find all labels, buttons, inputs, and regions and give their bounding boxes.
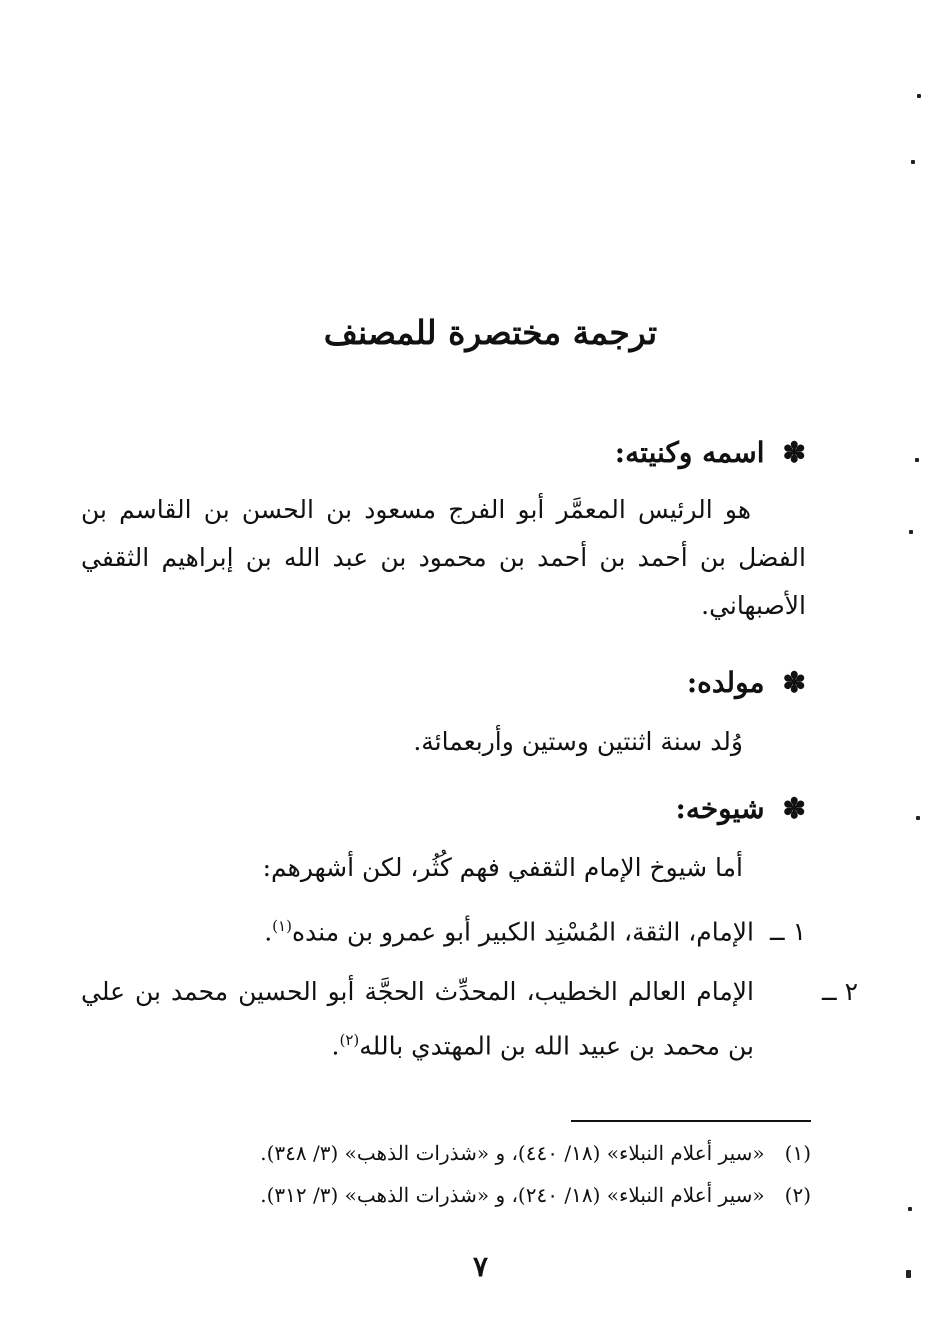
footnote-1 — [260, 1138, 811, 1168]
heading-text: مولده: — [686, 666, 765, 699]
teacher-item-1 — [81, 902, 806, 956]
footnote-text: «سير أعلام النبلاء» (١٨/ ٤٤٠)، و «شذرات الذهب» (٣/ ٣٤٨). — [260, 1141, 765, 1165]
footnote-2 — [260, 1180, 811, 1210]
item-text: الإمام، الثقة، المُسْنِد الكبير أبو عمرو بن منده — [291, 917, 754, 947]
scan-speck — [911, 160, 915, 164]
heading-text: شيوخه: — [675, 792, 765, 825]
scan-speck — [908, 1207, 912, 1211]
item-end: . — [331, 1031, 340, 1061]
scan-speck — [916, 816, 920, 820]
section-heading-name — [615, 433, 806, 473]
item-number: ١ ــ — [769, 917, 806, 947]
section-heading-birth — [687, 663, 806, 703]
teachers-intro: أما شيوخ الإمام الثقفي فهم كُثُر، لكن أشهرهم: — [262, 853, 743, 882]
footnote-ref[interactable]: (٢) — [339, 1031, 360, 1049]
name-paragraph: هو الرئيس المعمَّر أبو الفرج مسعود بن الحسن بن القاسم بن الفضل بن أحمد بن أحمد بن محمود بن عبد الله بن إبراهيم الثقفي الأصبهاني. — [81, 495, 806, 620]
item-text: الإمام العالم الخطيب، المحدِّث الحجَّة أبو الحسين محمد بن علي بن محمد بن عبيد الله بن المهتدي بالله — [81, 977, 754, 1061]
scan-speck — [915, 458, 919, 462]
star-icon: ✽ — [782, 666, 806, 699]
footnote-number: (٢) — [784, 1183, 811, 1207]
footnote-divider — [571, 1120, 811, 1122]
item-end: . — [264, 917, 273, 947]
scan-speck — [906, 1270, 911, 1278]
birth-text: وُلد سنة اثنتين وستين وأربعمائة. — [413, 727, 743, 756]
page-number: ٧ — [472, 1250, 489, 1283]
footnote-ref[interactable]: (١) — [272, 917, 292, 935]
star-icon: ✽ — [782, 792, 806, 825]
star-icon: ✽ — [782, 436, 806, 469]
footnote-number: (١) — [784, 1141, 811, 1165]
scan-speck — [909, 530, 913, 534]
footnote-text: «سير أعلام النبلاء» (١٨/ ٢٤٠)، و «شذرات الذهب» (٣/ ٣١٢). — [260, 1183, 765, 1207]
scan-speck — [917, 94, 921, 98]
section-heading-teachers — [676, 789, 807, 829]
page-title: ترجمة مختصرة للمصنف — [323, 313, 658, 352]
item-number: ٢ ــ — [821, 977, 858, 1006]
teacher-item-2 — [81, 968, 858, 1070]
heading-text: اسمه وكنيته: — [614, 436, 765, 469]
